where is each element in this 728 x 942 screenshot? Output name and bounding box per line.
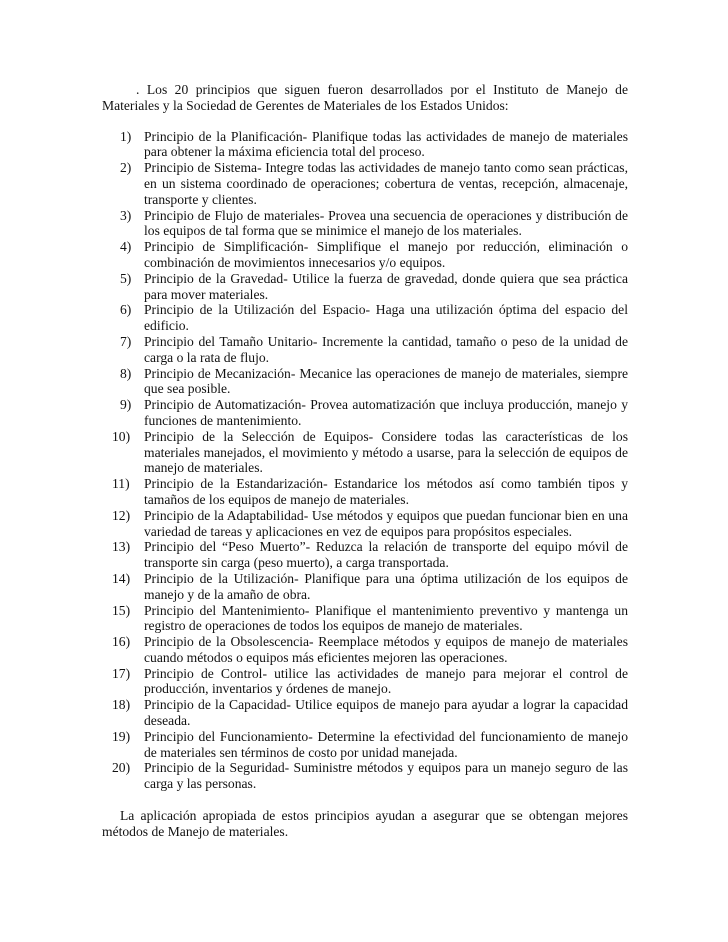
- principle-number: 14): [112, 570, 131, 586]
- principle-number: 15): [112, 602, 131, 618]
- principle-item: [102, 239, 628, 271]
- principle-number: 4): [120, 239, 132, 255]
- principle-item: [102, 697, 628, 729]
- principle-text: Principio del Tamaño Unitario- Incremente la cantidad, tamaño o peso de la unidad de carga o la rata de flujo.: [144, 333, 628, 365]
- principle-item: [102, 729, 628, 761]
- principle-item: [102, 160, 628, 207]
- principle-text: Principio de Flujo de materiales- Provea una secuencia de operaciones y distribución de los equipos de tal forma que se minimice el manejo de los materiales.: [144, 207, 628, 239]
- principle-text: Principio de la Capacidad- Utilice equipos de manejo para ayudar a lograr la capacidad deseada.: [144, 697, 628, 729]
- principle-number: 16): [112, 634, 131, 650]
- document-page: [102, 82, 628, 840]
- principle-number: 18): [112, 697, 131, 713]
- principle-text: Principio de la Estandarización- Estandarice los métodos así como también tipos y tamaños de los equipos de manejo de materiales.: [144, 476, 628, 507]
- principle-number: 10): [112, 428, 131, 444]
- principle-text: Principio de Mecanización- Mecanice las operaciones de manejo de materiales, siempre que sea posible.: [144, 365, 628, 397]
- principle-number: 12): [112, 507, 131, 523]
- principle-text: Principio de la Adaptabilidad- Use métodos y equipos que puedan funcionar bien en una variedad de tareas y aplicaciones en vez de equipos para propósitos especiales.: [144, 507, 628, 539]
- closing-paragraph: La aplicación apropiada de estos principios ayudan a asegurar que se obtengan mejores métodos de Manejo de materiales.: [102, 808, 628, 839]
- principle-item: [102, 476, 628, 508]
- principle-text: Principio de Simplificación- Simplifique el manejo por reducción, eliminación o combinación de movimientos innecesarios y/o equipos.: [144, 239, 628, 270]
- principle-number: 7): [120, 333, 132, 349]
- principle-text: Principio de la Obsolescencia- Reemplace métodos y equipos de manejo de materiales cuando métodos o equipos más eficientes mejoren las operaciones.: [144, 634, 628, 665]
- principle-text: Principio del Funcionamiento- Determine la efectividad del funcionamiento de manejo de materiales sen términos de costo por unidad manejada.: [144, 728, 628, 760]
- principle-text: Principio de la Seguridad- Suministre métodos y equipos para un manejo seguro de las carga y las personas.: [144, 760, 628, 792]
- principle-item: [102, 271, 628, 303]
- principle-text: Principio del “Peso Muerto”- Reduzca la relación de transporte del equipo móvil de transporte sin carga (peso muerto), a carga transportada.: [144, 539, 628, 571]
- principle-number: 17): [112, 665, 131, 681]
- principle-number: 1): [120, 128, 132, 144]
- principle-item: [102, 760, 628, 792]
- principle-item: [102, 397, 628, 429]
- principle-number: 2): [120, 160, 132, 176]
- principle-text: Principio de Control- utilice las actividades de manejo para mejorar el control de producción, inventarios y órdenes de manejo.: [144, 665, 628, 697]
- principle-item: [102, 302, 628, 334]
- principle-number: 8): [120, 365, 132, 381]
- principle-number: 20): [112, 760, 131, 776]
- principle-number: 5): [120, 270, 132, 286]
- principles-list: [102, 129, 628, 792]
- principle-number: 9): [120, 397, 132, 413]
- principle-text: Principio de Automatización- Provea automatización que incluya producción, manejo y funciones de mantenimiento.: [144, 397, 628, 428]
- principle-text: Principio de la Gravedad- Utilice la fuerza de gravedad, donde quiera que sea práctica para mover materiales.: [144, 270, 628, 302]
- principle-text: Principio del Mantenimiento- Planifique el mantenimiento preventivo y mantenga un registro de operaciones de todos los equipos de manejo de materiales.: [144, 602, 628, 634]
- principle-item: [102, 129, 628, 161]
- principle-number: 13): [112, 539, 131, 555]
- principle-item: [102, 334, 628, 366]
- principle-item: [102, 634, 628, 666]
- principle-text: Principio de la Utilización- Planifique para una óptima utilización de los equipos de manejo y de la amaño de obra.: [144, 570, 628, 602]
- principle-item: [102, 208, 628, 240]
- principle-text: Principio de la Selección de Equipos- Considere todas las características de los materiales manejados, el movimiento y método a usarse, para la selección de equipos de manejo de materiales.: [144, 428, 628, 476]
- principle-text: Principio de la Planificación- Planifique todas las actividades de manejo de materiales para obtener la máxima eficiencia total del proceso.: [144, 128, 628, 160]
- principle-item: [102, 366, 628, 398]
- principle-item: [102, 571, 628, 603]
- principle-item: [102, 603, 628, 635]
- principle-text: Principio de la Utilización del Espacio- Haga una utilización óptima del espacio del edificio.: [144, 302, 628, 334]
- principle-number: 11): [112, 476, 130, 492]
- principle-item: [102, 539, 628, 571]
- principle-item: [102, 429, 628, 476]
- principle-item: [102, 666, 628, 698]
- principle-number: 3): [120, 207, 132, 223]
- principle-number: 6): [120, 302, 132, 318]
- principle-text: Principio de Sistema- Integre todas las actividades de manejo tanto como sean prácticas, en un sistema coordinado de operaciones; cobertura de ventas, recepción, almacenaje, transporte y clientes.: [144, 160, 628, 207]
- intro-paragraph: . Los 20 principios que siguen fueron desarrollados por el Instituto de Manejo de Materiales y la Sociedad de Gerentes de Materiales de los Estados Unidos:: [102, 82, 628, 113]
- principle-item: [102, 508, 628, 540]
- principle-number: 19): [112, 728, 131, 744]
